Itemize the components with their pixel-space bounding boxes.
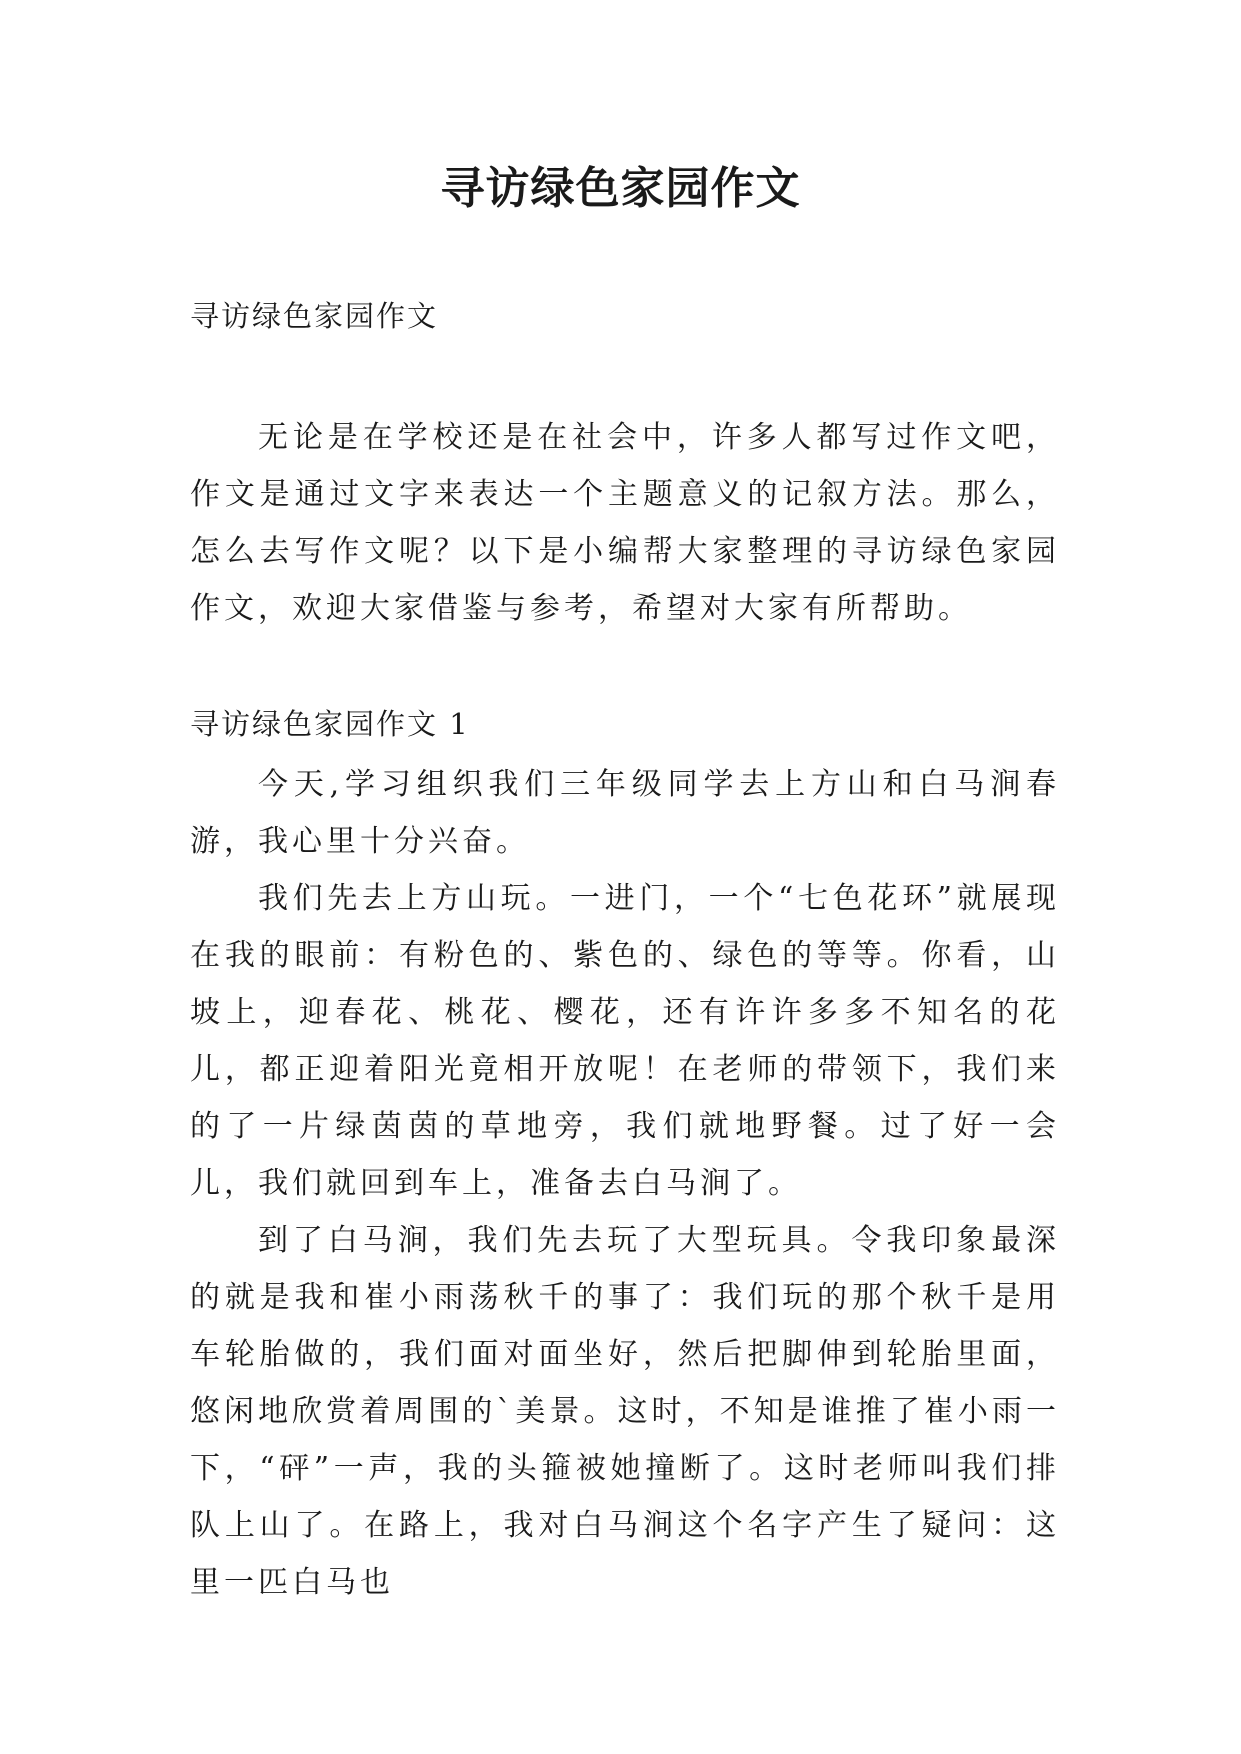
body-paragraph: 我们先去上方山玩。一进门，一个“七色花环”就展现在我的眼前：有粉色的、紫色的、绿色的等等。你看，山坡上，迎春花、桃花、樱花，还有许许多多不知名的花儿，都正迎着阳光竟相开放呢！在老师的带领下，我们来的了一片绿茵茵的草地旁，我们就地野餐。过了好一会儿，我们就回到车上，准备去白马涧了。 [190, 881, 1060, 1201]
body-paragraph: 到了白马涧，我们先去玩了大型玩具。令我印象最深的就是我和崔小雨荡秋千的事了：我们玩的那个秋千是用车轮胎做的，我们面对面坐好，然后把脚伸到轮胎里面，悠闲地欣赏着周围的`美景。这时，不知是谁推了崔小雨一下，“砰”一声，我的头箍被她撞断了。这时老师叫我们排队上山了。在路上，我对白马涧这个名字产生了疑问：这里一匹白马也 [190, 1223, 1060, 1600]
body-paragraph: 今天,学习组织我们三年级同学去上方山和白马涧春游，我心里十分兴奋。 [190, 767, 1060, 859]
section-title: 寻访绿色家园作文 1 [190, 707, 470, 741]
essay-body [190, 756, 1060, 1611]
intro-paragraph: 无论是在学校还是在社会中，许多人都写过作文吧，作文是通过文字来表达一个主题意义的记叙方法。那么，怎么去写作文呢？以下是小编帮大家整理的寻访绿色家园作文，欢迎大家借鉴与参考，希望对大家有所帮助。 [190, 420, 1060, 626]
document-subtitle: 寻访绿色家园作文 [190, 299, 439, 333]
page-title: 寻访绿色家园作文 [440, 163, 801, 214]
